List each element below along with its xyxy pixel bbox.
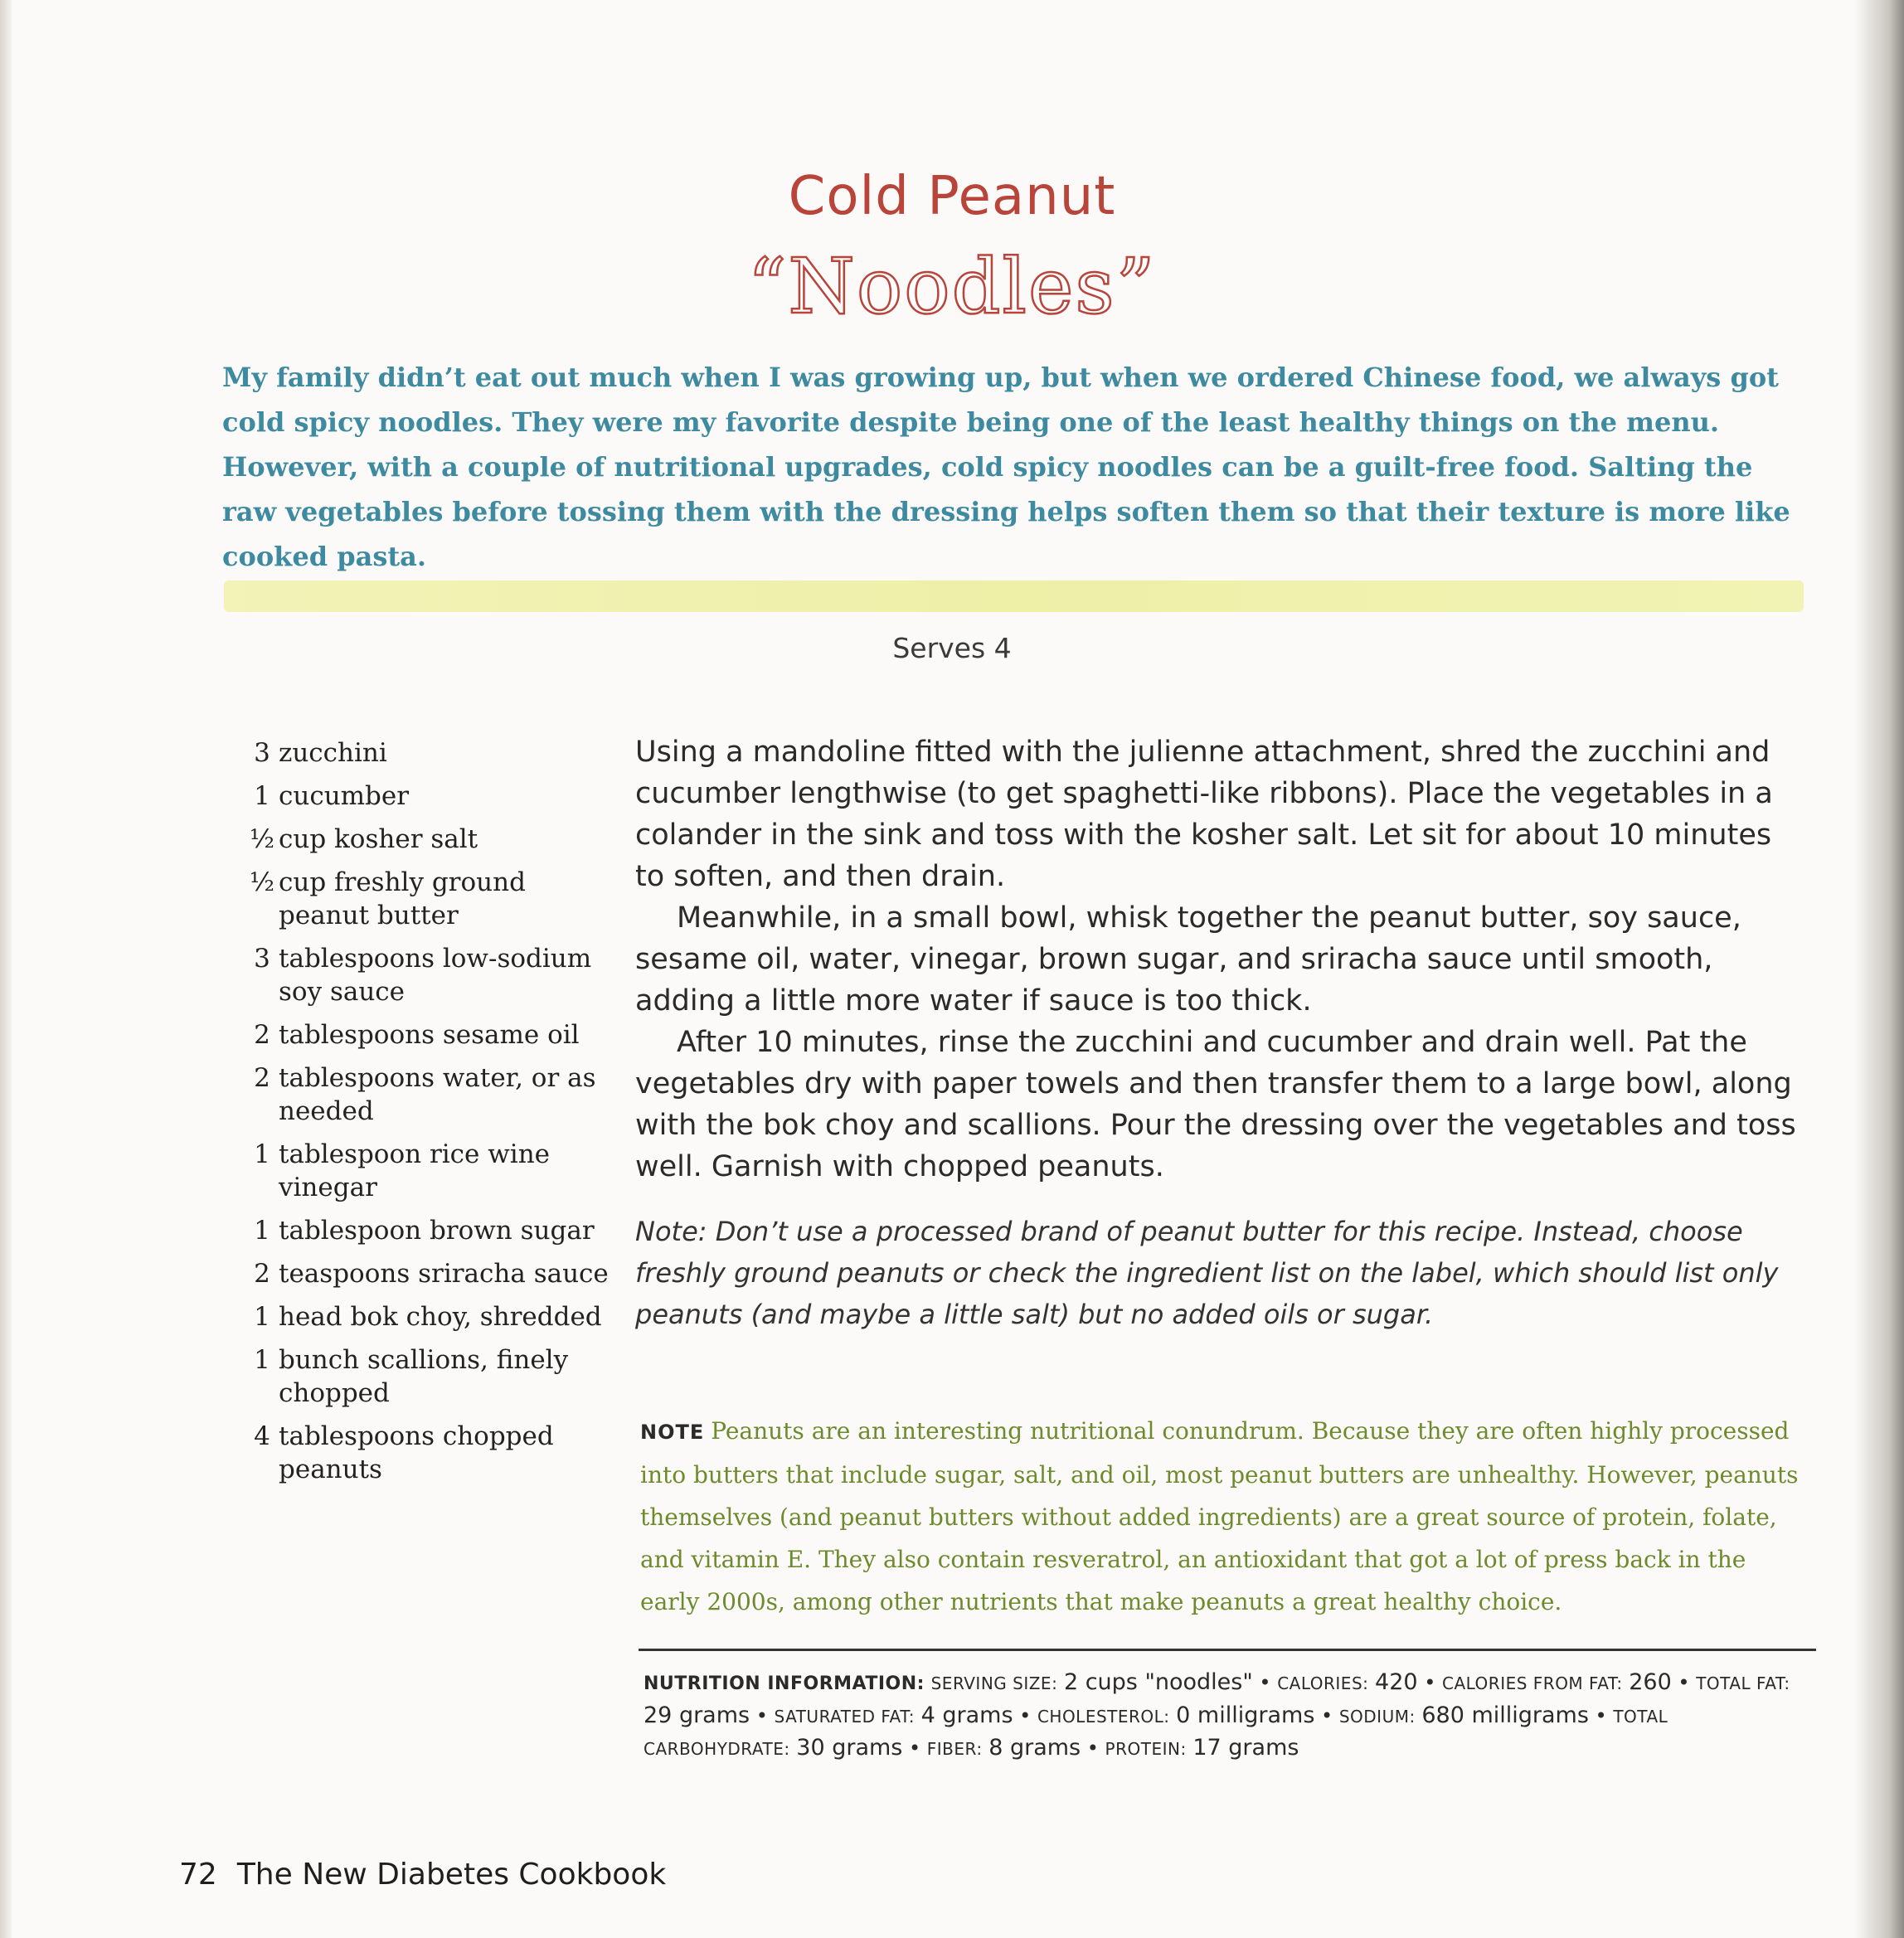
nutrition-value: 4 grams — [920, 1702, 1013, 1728]
nutrition-value: 8 grams — [988, 1735, 1081, 1761]
nutrition-label: PROTEIN: — [1105, 1739, 1187, 1759]
ingredient-item — [245, 1018, 610, 1052]
nutrition-divider — [639, 1649, 1816, 1651]
ingredient-name: cucumber — [279, 781, 410, 811]
ingredient-qty: 3 — [254, 944, 270, 974]
nutrition-info: NUTRITION INFORMATION: SERVING SIZE: 2 cups "noodles" • CALORIES: 420 • CALORIES FROM FAT: 260 • TOTAL FAT: 29 grams • SATURATED FAT: 4 grams • CHOLESTEROL: 0 milligrams • SODIUM: 680 milligrams • TOTAL CARBOHYDRATE: 30 grams • FIBER: 8 grams • PROTEIN: 17 grams — [644, 1669, 1790, 1761]
note-label: NOTE — [640, 1421, 705, 1444]
nutrition-label: CALORIES FROM FAT: — [1441, 1673, 1623, 1693]
ingredient-qty: 2 — [254, 1020, 270, 1050]
recipe-intro: My family didn’t eat out much when I was growing up, but when we ordered Chinese food, we always got cold spicy noodles. They were my favorite despite being one of the least healthy things on the menu. However, with a couple of nutritional upgrades, cold spicy noodles can be a guilt-free food. Salting the raw vegetables before tossing them with the dressing helps soften them so that their texture is more like cooked pasta. — [222, 362, 1790, 572]
nutrition-label: SERVING SIZE: — [930, 1673, 1058, 1693]
method-steps — [635, 731, 1804, 1188]
nutrition-value: 2 cups "noodles" — [1063, 1669, 1253, 1695]
ingredient-name: head bok choy, shredded — [279, 1302, 602, 1332]
ingredient-name: tablespoons chopped peanuts — [279, 1421, 554, 1484]
ingredient-name: cup freshly ground peanut butter — [279, 867, 526, 930]
nutrition-label: CALORIES: — [1277, 1673, 1369, 1693]
nutrition-heading: NUTRITION INFORMATION: — [644, 1673, 925, 1694]
method-step: Meanwhile, in a small bowl, whisk together the peanut butter, soy sauce, sesame oil, water, vinegar, brown sugar, and sriracha sauce until smooth, adding a little more water if sauce is too thick. — [635, 901, 1741, 1018]
ingredient-qty: 2 — [254, 1063, 270, 1093]
recipe-title-line-1: Cold Peanut — [788, 166, 1116, 227]
ingredient-qty: 1 — [254, 1216, 270, 1246]
ingredient-name: tablespoon brown sugar — [279, 1216, 595, 1246]
nutrition-value: 30 grams — [796, 1735, 903, 1761]
ingredient-qty: 1 — [254, 781, 270, 811]
nutrition-value: 29 grams — [644, 1702, 750, 1728]
ingredient-qty: ½ — [249, 824, 275, 854]
nutrition-value: 680 milligrams — [1421, 1702, 1589, 1728]
nutrition-value: 260 — [1629, 1669, 1672, 1695]
nutrition-label: CHOLESTEROL: — [1037, 1707, 1170, 1727]
note-text: Peanuts are an interesting nutritional conundrum. Because they are often highly processed into butters that include sugar, salt, and oil, most peanut butters are unhealthy. However, peanuts themselves (and peanut butters without added ingredients) are a great source of protein, folate, and vitamin E. They also contain resveratrol, an antioxidant that got a lot of press back in the early 2000s, among other nutrients that make peanuts a great healthy choice. — [640, 1417, 1799, 1615]
ingredient-item — [245, 866, 610, 932]
ingredient-item — [245, 1257, 610, 1290]
ingredient-item — [245, 1214, 610, 1247]
nutrition-value: 17 grams — [1192, 1735, 1299, 1761]
nutrition-label: SATURATED FAT: — [774, 1707, 915, 1727]
method-step: After 10 minutes, rinse the zucchini and cucumber and drain well. Pat the vegetables dry with paper towels and then transfer them to a large bowl, along with the bok choy and scallions. Pour the dressing over the vegetables and toss well. Garnish with chopped peanuts. — [635, 1026, 1796, 1183]
ingredient-name: tablespoons water, or as needed — [279, 1063, 596, 1126]
ingredient-item — [245, 1300, 610, 1333]
ingredient-name: bunch scallions, finely chopped — [279, 1345, 569, 1408]
ingredient-qty: 3 — [254, 738, 270, 768]
ingredient-name: zucchini — [279, 738, 387, 768]
sidebar-note — [640, 1410, 1809, 1623]
ingredient-list — [245, 736, 610, 1496]
ingredient-name: tablespoon rice wine vinegar — [279, 1139, 550, 1202]
nutrition-value: 0 milligrams — [1176, 1702, 1315, 1728]
page-number: 72 — [179, 1858, 217, 1892]
ingredient-qty: 1 — [254, 1302, 270, 1332]
page-footer — [179, 1858, 666, 1892]
ingredient-name: tablespoons low-sodium soy sauce — [279, 944, 592, 1007]
nutrition-label: TOTAL CARBOHYDRATE: — [644, 1707, 1668, 1759]
ingredient-name: tablespoons sesame oil — [279, 1020, 580, 1050]
ingredient-name: cup kosher salt — [279, 824, 478, 854]
method-step: Using a mandoline fitted with the julienne attachment, shred the zucchini and cucumber lengthwise (to get spaghetti-like ribbons). Place the vegetables in a colander in the sink and toss with the kosher salt. Let sit for about 10 minutes to soften, and then drain. — [635, 736, 1773, 893]
recipe-title-line-2: “Noodles” — [747, 242, 1157, 331]
nutrition-label: SODIUM: — [1338, 1707, 1416, 1727]
nutrition-value: 420 — [1375, 1669, 1418, 1695]
ingredient-item — [245, 780, 610, 813]
ingredient-item — [245, 942, 610, 1008]
ingredient-item — [245, 1420, 610, 1486]
serves-count: Serves 4 — [892, 632, 1012, 664]
ingredient-qty: 1 — [254, 1139, 270, 1169]
nutrition-label: FIBER: — [926, 1739, 983, 1759]
ingredient-item — [245, 736, 610, 770]
ingredient-item — [245, 1138, 610, 1204]
ingredient-item — [245, 1061, 610, 1128]
ingredient-qty: ½ — [249, 867, 275, 897]
highlight-divider — [224, 580, 1804, 612]
ingredient-qty: 4 — [254, 1421, 270, 1451]
ingredient-qty: 1 — [254, 1345, 270, 1375]
ingredient-item — [245, 823, 610, 856]
method-note: Note: Don’t use a processed brand of peanut butter for this recipe. Instead, choose freshly ground peanuts or check the ingredient list on the label, which should list only peanuts (and maybe a little salt) but no added oils or sugar. — [635, 1216, 1779, 1330]
ingredient-name: teaspoons sriracha sauce — [279, 1259, 609, 1289]
nutrition-label: TOTAL FAT: — [1696, 1673, 1790, 1693]
ingredient-item — [245, 1343, 610, 1410]
ingredient-qty: 2 — [254, 1259, 270, 1289]
book-title: The New Diabetes Cookbook — [236, 1858, 667, 1892]
